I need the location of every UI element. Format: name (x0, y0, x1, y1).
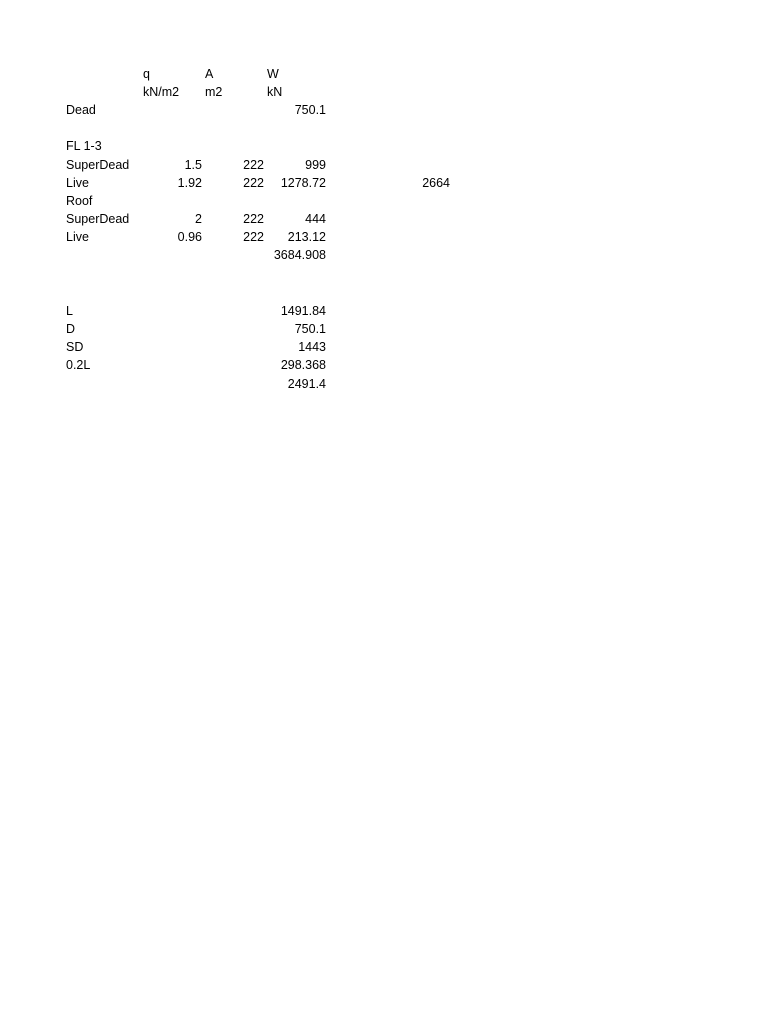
fl-superdead-q[interactable]: 1.5 (184, 158, 202, 172)
fl-superdead-w[interactable]: 999 (305, 158, 326, 172)
roof-superdead-q[interactable]: 2 (195, 212, 202, 226)
summary-sd-value[interactable]: 1443 (298, 340, 326, 354)
summary-02l-label[interactable]: 0.2L (66, 358, 91, 372)
roof-live-row (0, 228, 768, 246)
summary-02l-row (0, 356, 768, 374)
dead-label[interactable]: Dead (66, 103, 96, 117)
dead-row (0, 101, 768, 119)
roof-live-q[interactable]: 0.96 (177, 230, 202, 244)
unit-q[interactable]: kN/m2 (143, 85, 180, 99)
header-q[interactable]: q (143, 67, 150, 81)
roof-live-label[interactable]: Live (66, 230, 89, 244)
summary-d-row (0, 320, 768, 338)
roof-superdead-row (0, 210, 768, 228)
fl-superdead-row (0, 156, 768, 174)
fl-live-extra[interactable]: 2664 (422, 176, 450, 190)
total-w[interactable]: 3684.908 (273, 248, 326, 262)
summary-02l-value[interactable]: 298.368 (280, 358, 326, 372)
summary-sd-row (0, 338, 768, 356)
fl-live-q[interactable]: 1.92 (177, 176, 202, 190)
unit-a[interactable]: m2 (205, 85, 223, 99)
fl-superdead-a[interactable]: 222 (243, 158, 264, 172)
roof-live-w[interactable]: 213.12 (287, 230, 326, 244)
unit-w[interactable]: kN (267, 85, 283, 99)
roof-superdead-a[interactable]: 222 (243, 212, 264, 226)
header-w[interactable]: W (267, 67, 279, 81)
header-a[interactable]: A (205, 67, 214, 81)
fl-live-label[interactable]: Live (66, 176, 89, 190)
roof-section-label[interactable]: Roof (66, 194, 93, 208)
fl-live-row (0, 174, 768, 192)
summary-sum-value[interactable]: 2491.4 (287, 377, 326, 391)
summary-d-label[interactable]: D (66, 322, 76, 336)
summary-l-row (0, 302, 768, 320)
units-row (0, 83, 768, 101)
summary-l-value[interactable]: 1491.84 (280, 304, 326, 318)
roof-section-row (0, 192, 768, 210)
roof-superdead-w[interactable]: 444 (305, 212, 326, 226)
dead-w[interactable]: 750.1 (294, 103, 326, 117)
fl-section-label[interactable]: FL 1-3 (66, 139, 102, 153)
fl-live-w[interactable]: 1278.72 (280, 176, 326, 190)
fl-section-row (0, 137, 768, 155)
summary-sd-label[interactable]: SD (66, 340, 84, 354)
roof-live-a[interactable]: 222 (243, 230, 264, 244)
header-row (0, 65, 768, 83)
summary-sum-row (0, 375, 768, 393)
fl-live-a[interactable]: 222 (243, 176, 264, 190)
roof-superdead-label[interactable]: SuperDead (66, 212, 130, 226)
summary-l-label[interactable]: L (66, 304, 73, 318)
total-row (0, 246, 768, 264)
fl-superdead-label[interactable]: SuperDead (66, 158, 130, 172)
summary-d-value[interactable]: 750.1 (294, 322, 326, 336)
